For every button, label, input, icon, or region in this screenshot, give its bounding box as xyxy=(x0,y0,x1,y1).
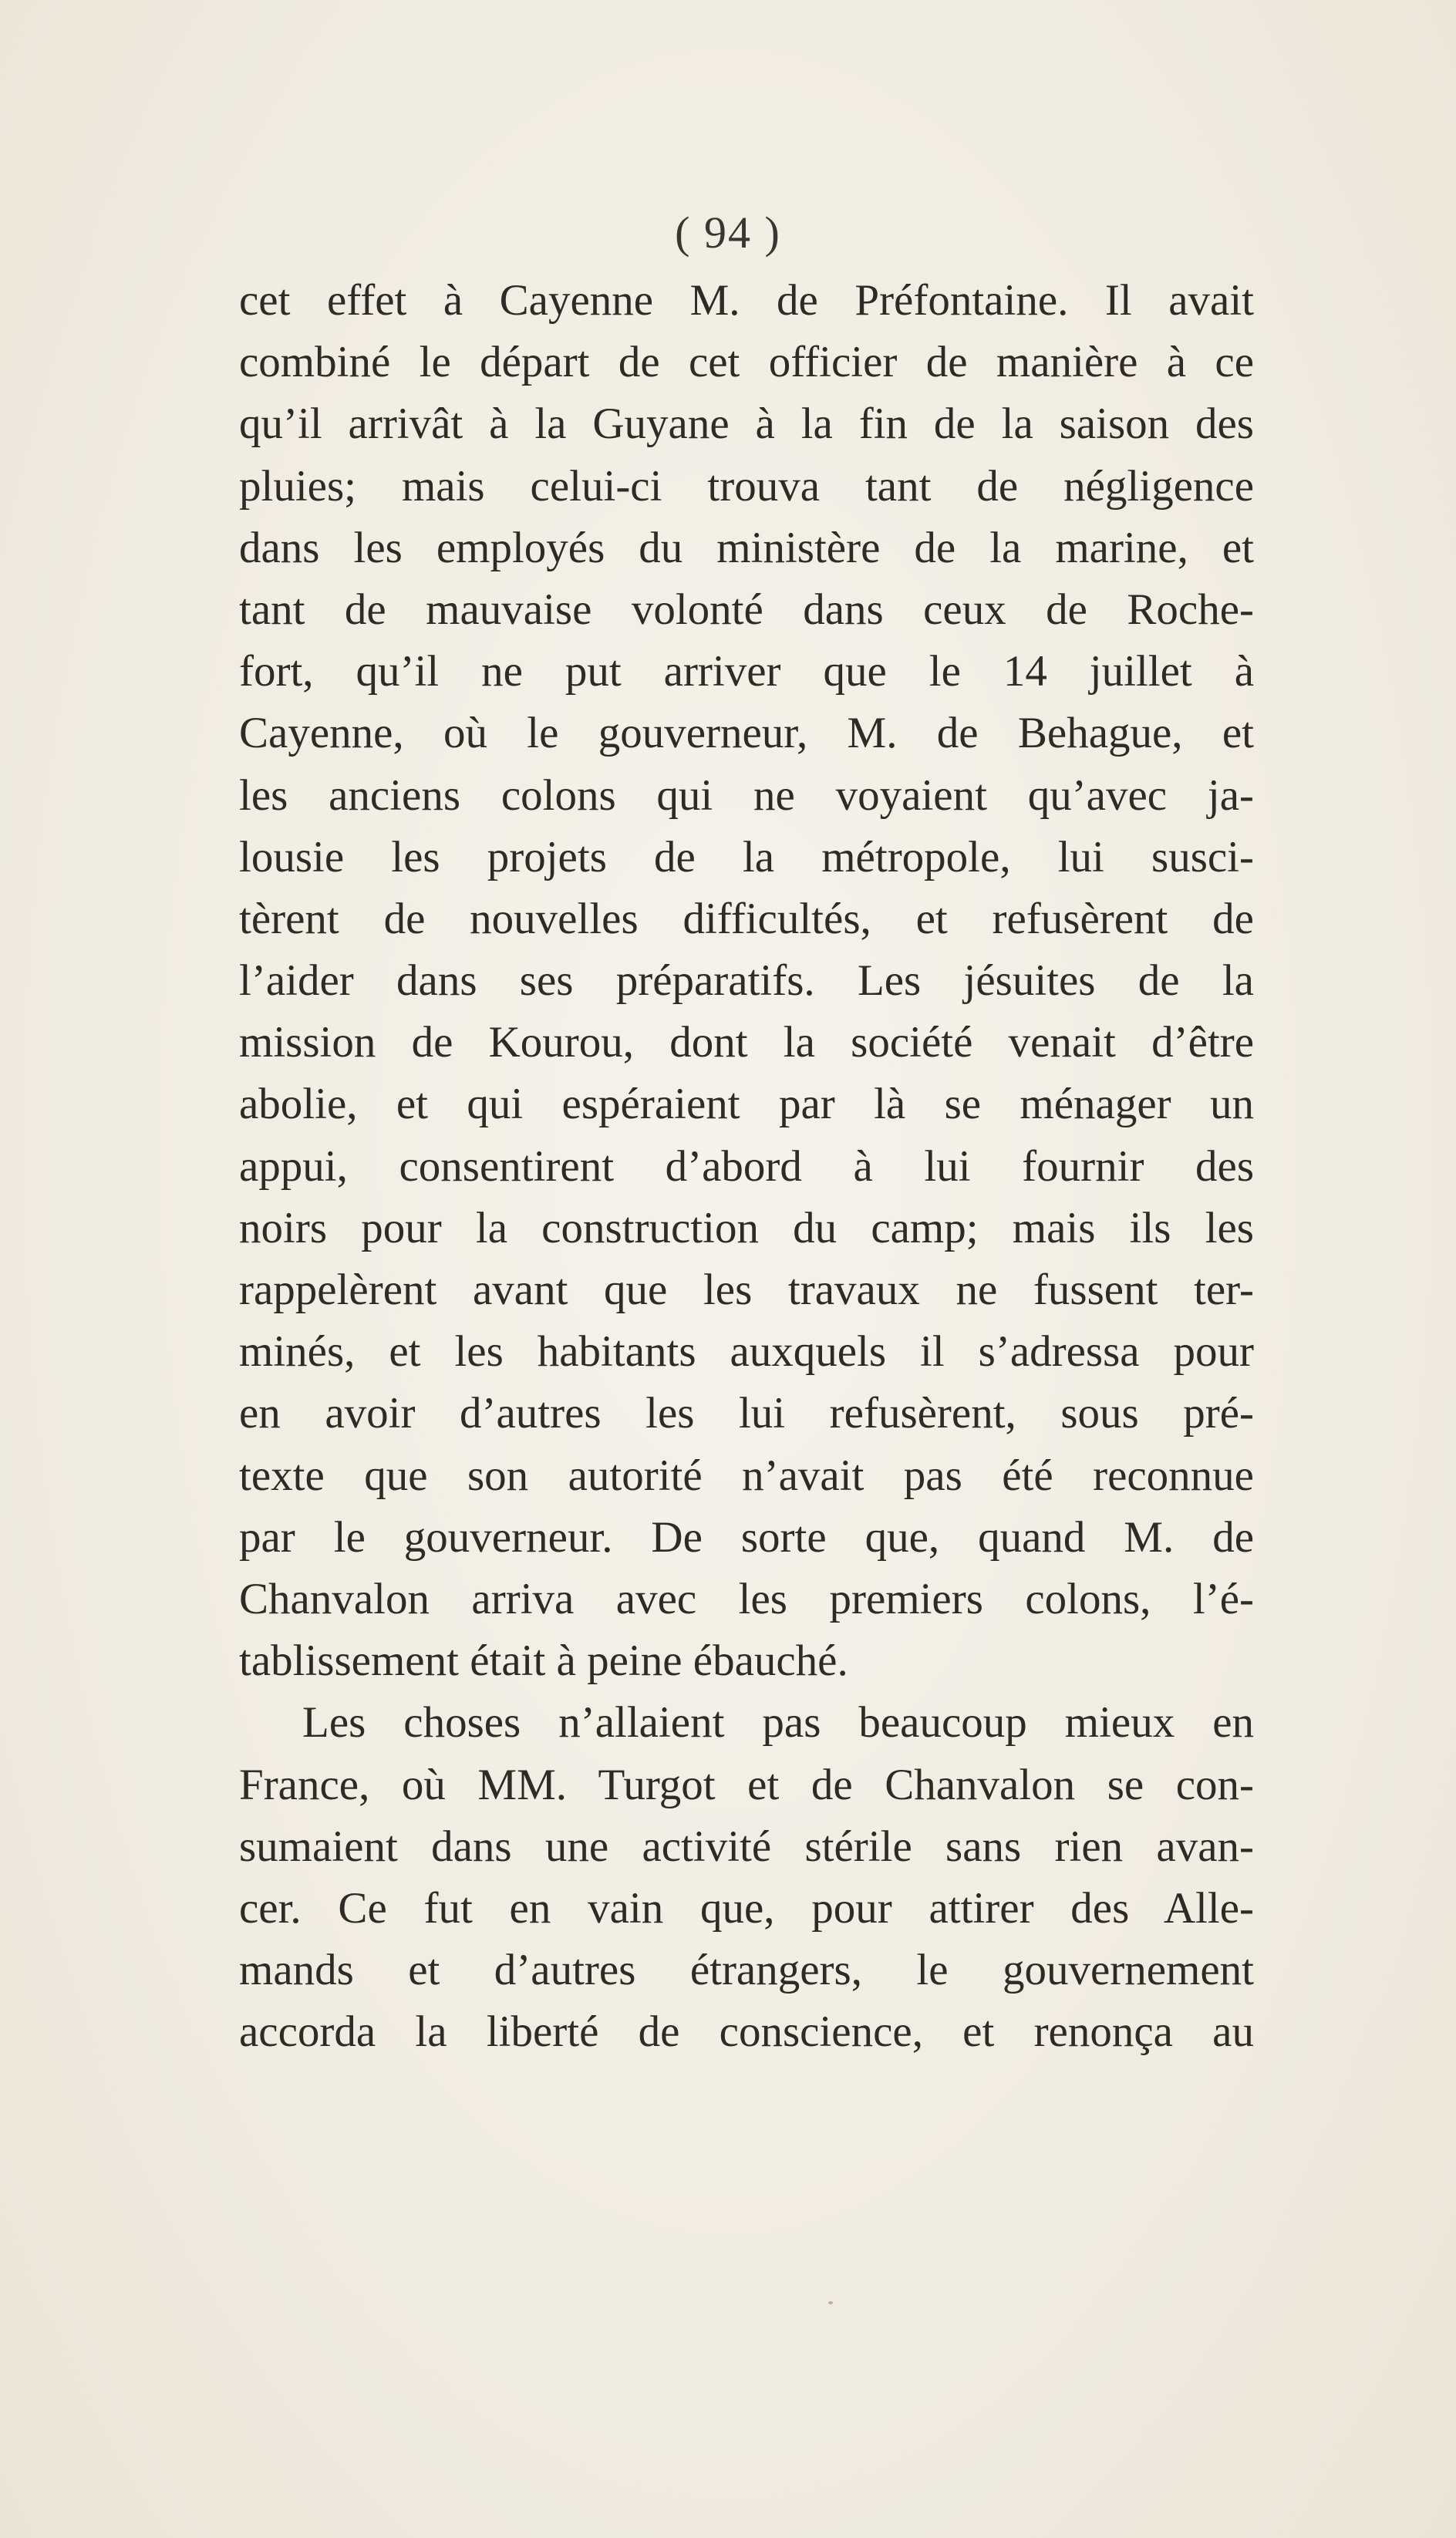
text-line: France, où MM. Turgot et de Chanvalon se con- xyxy=(239,1760,1254,1809)
text-line: mission de Kourou, dont la société venait d’être xyxy=(239,1018,1254,1067)
text-line: pluies; mais celui-ci trouva tant de négligence xyxy=(239,461,1254,511)
paper-speck xyxy=(828,2301,833,2304)
text-line: lousie les projets de la métropole, lui susci- xyxy=(239,832,1254,881)
text-line: combiné le départ de cet officier de manière à ce xyxy=(239,338,1254,387)
text-line: en avoir d’autres les lui refusèrent, sous pré- xyxy=(239,1389,1254,1438)
text-line: qu’il arrivât à la Guyane à la fin de la saison des xyxy=(239,399,1254,449)
page-number: ( 94 ) xyxy=(675,207,781,258)
text-line: abolie, et qui espéraient par là se ménager un xyxy=(239,1080,1254,1129)
text-line: texte que son autorité n’avait pas été reconnue xyxy=(239,1451,1254,1500)
text-line: Cayenne, où le gouverneur, M. de Behague, et xyxy=(239,709,1254,758)
body-text xyxy=(239,270,1254,2063)
text-line: les anciens colons qui ne voyaient qu’avec ja- xyxy=(239,770,1254,820)
text-line: tablissement était à peine ébauché. xyxy=(239,1636,848,1686)
paragraph-2 xyxy=(239,1692,1254,2063)
text-line: fort, qu’il ne put arriver que le 14 juillet à xyxy=(239,647,1254,696)
text-line: Les choses n’allaient pas beaucoup mieux en xyxy=(302,1698,1254,1748)
text-line: appui, consentirent d’abord à lui fournir des xyxy=(239,1141,1254,1191)
text-line: par le gouverneur. De sorte que, quand M. de xyxy=(239,1512,1254,1562)
text-line: noirs pour la construction du camp; mais ils les xyxy=(239,1203,1254,1252)
text-line: rappelèrent avant que les travaux ne fussent ter- xyxy=(239,1266,1254,1314)
text-line: mands et d’autres étrangers, le gouvernement xyxy=(239,1946,1254,1995)
text-line: tant de mauvaise volonté dans ceux de Roche- xyxy=(239,585,1254,634)
text-line: dans les employés du ministère de la marine, et xyxy=(239,523,1254,572)
text-line: minés, et les habitants auxquels il s’adressa pour xyxy=(239,1327,1254,1377)
text-line: cer. Ce fut en vain que, pour attirer des Alle- xyxy=(239,1883,1254,1933)
text-line: cet effet à Cayenne M. de Préfontaine. Il avait xyxy=(239,276,1254,325)
text-line: tèrent de nouvelles difficultés, et refusèrent de xyxy=(239,894,1254,943)
paragraph-1 xyxy=(239,270,1254,1692)
text-line: Chanvalon arriva avec les premiers colons, l’é- xyxy=(239,1574,1254,1623)
text-line: accorda la liberté de conscience, et renonça au xyxy=(239,2007,1254,2057)
text-line: sumaient dans une activité stérile sans rien avan- xyxy=(239,1822,1254,1871)
text-line: l’aider dans ses préparatifs. Les jésuites de la xyxy=(239,956,1254,1006)
